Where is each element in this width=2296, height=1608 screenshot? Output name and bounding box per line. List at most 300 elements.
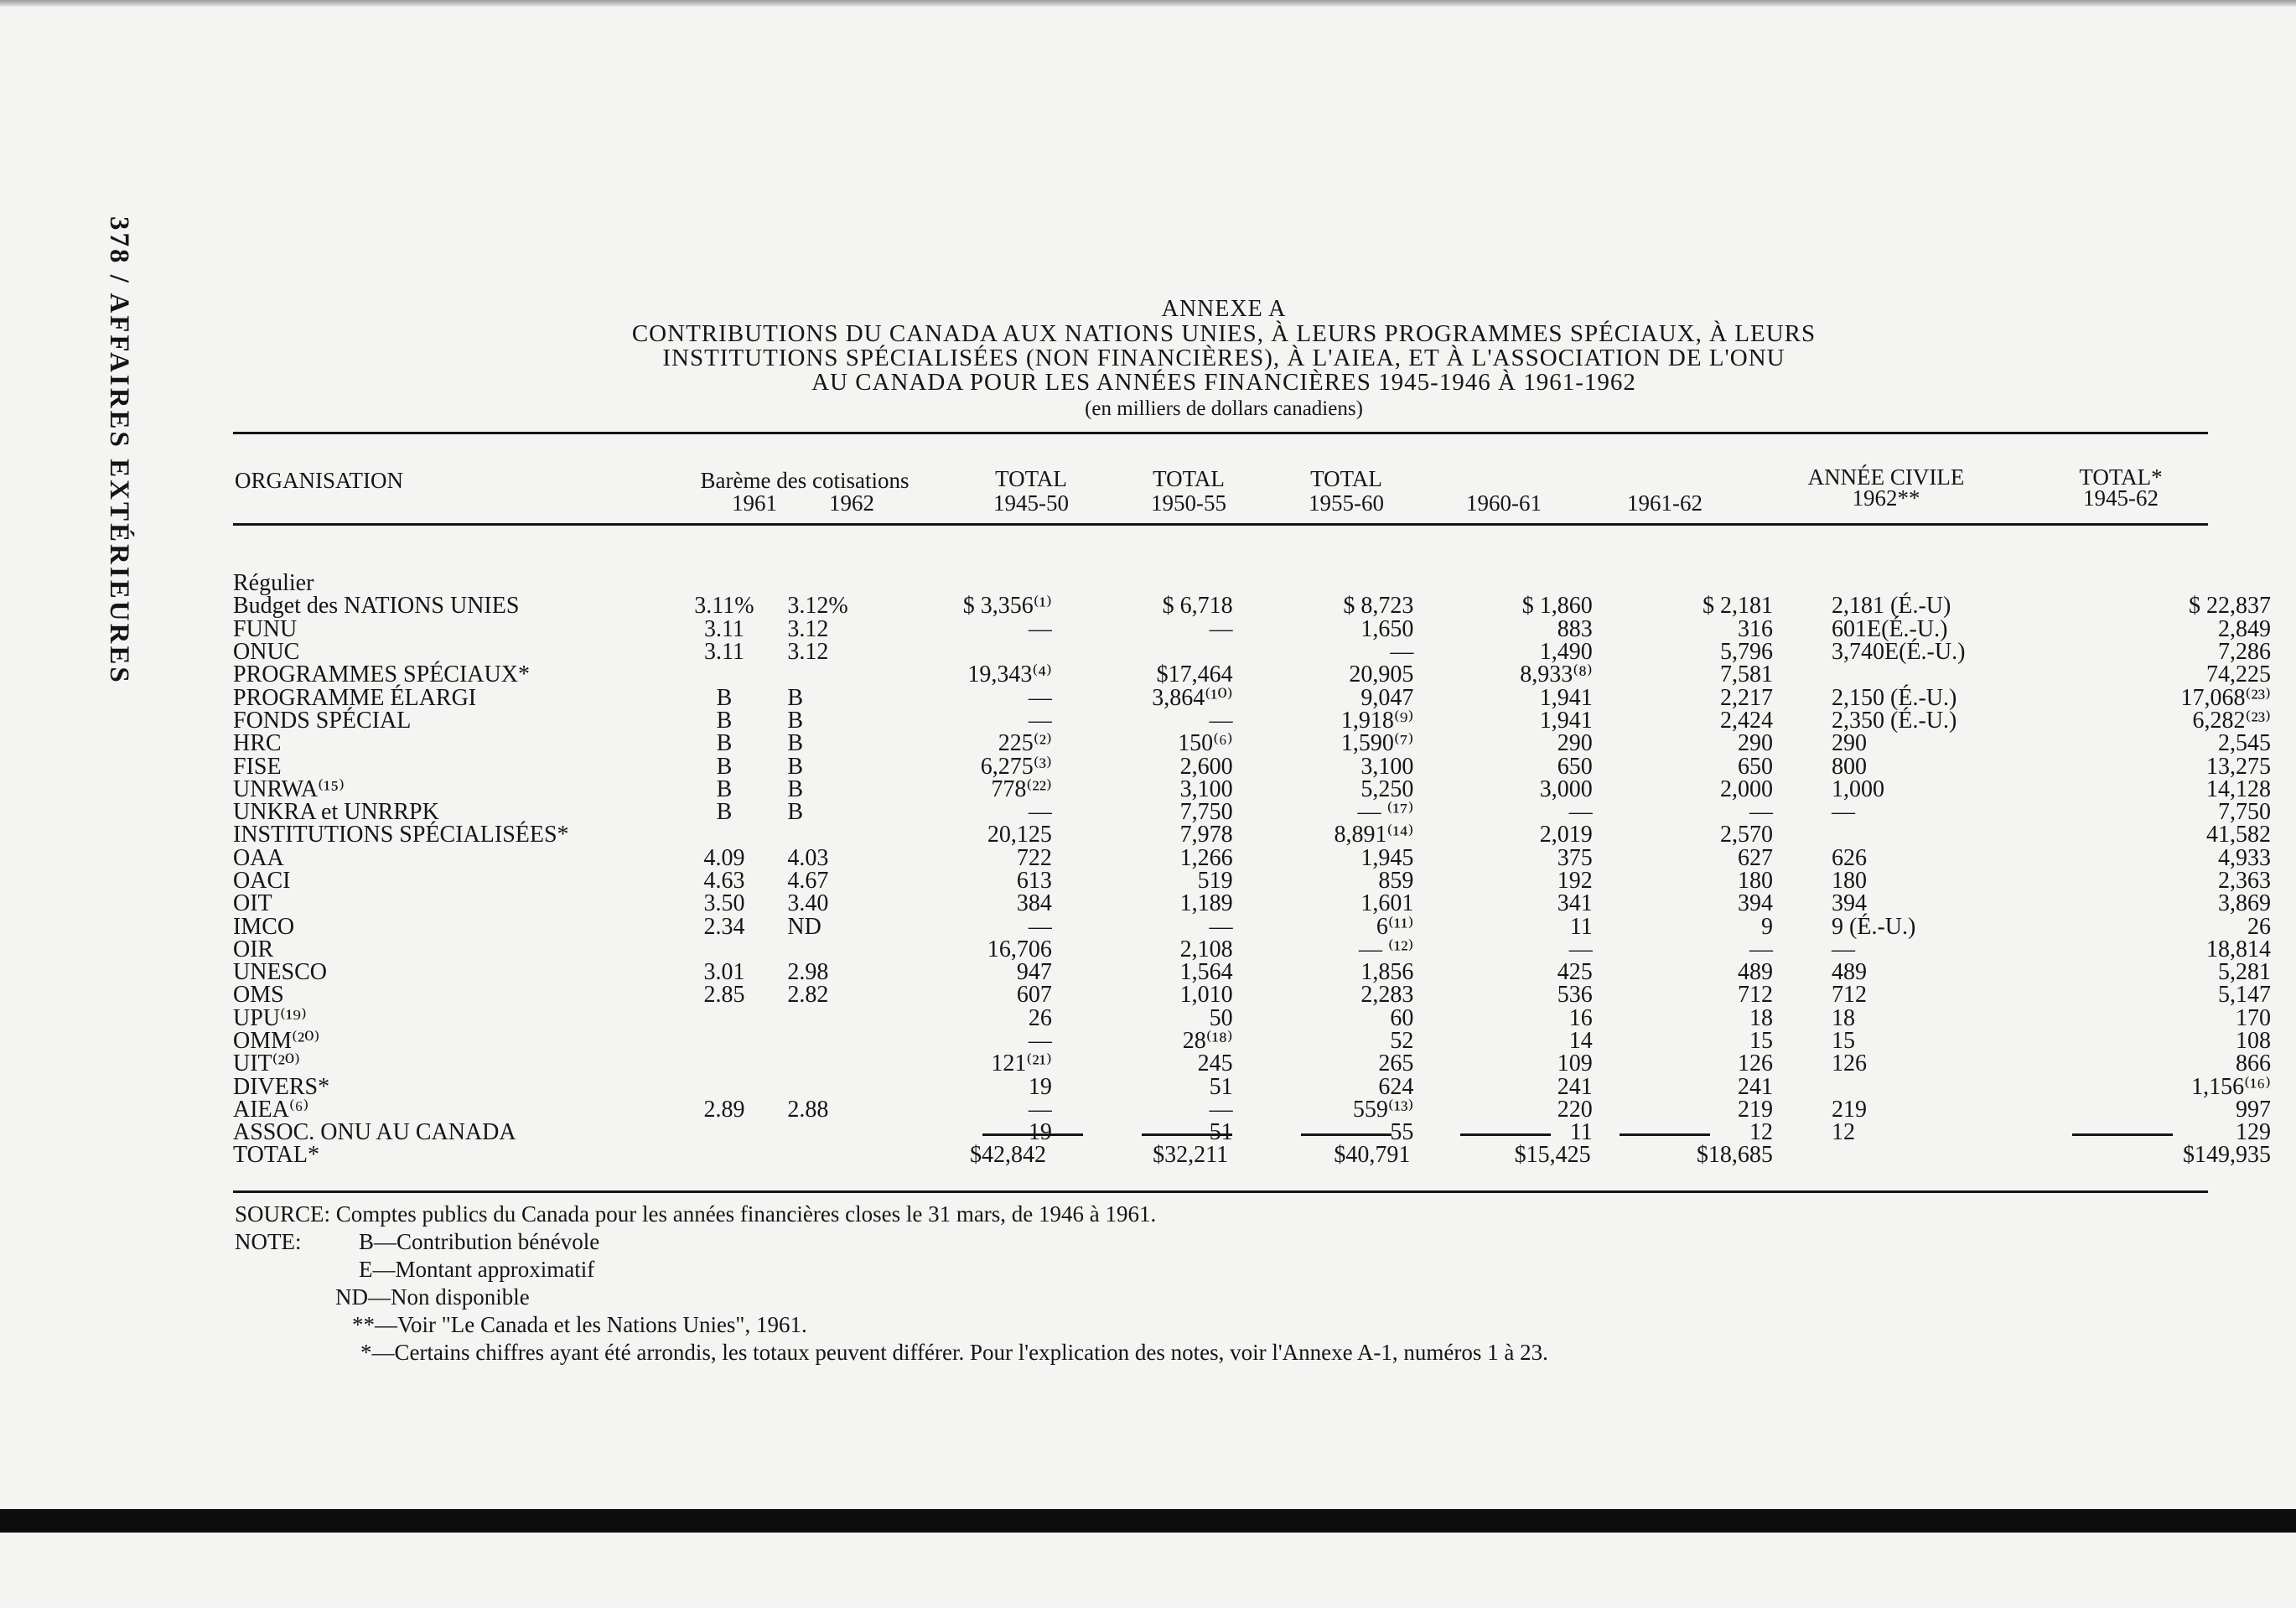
table-bottom-rule xyxy=(233,1190,2208,1193)
val-1945-50: 121⁽²¹⁾ xyxy=(991,1050,1052,1077)
val-total-1945-62: 129 xyxy=(2236,1119,2271,1146)
val-1960-61: 2,019 xyxy=(1539,822,1593,848)
contributions-table xyxy=(233,572,2296,1144)
table-row xyxy=(233,1052,2296,1075)
note-star: *—Certains chiffres ayant été arrondis, les totaux peuvent différer. Pour l'explication des notes, voir l'Annexe A-1, numéros 1 à 23. xyxy=(360,1340,1548,1365)
val-1961-62: 394 xyxy=(1738,890,1774,917)
val-1950-55: 1,189 xyxy=(1179,890,1233,917)
val-1960-61: — xyxy=(1568,799,1593,826)
val-1955-60: 1,650 xyxy=(1360,615,1414,642)
header-bottom-rule xyxy=(233,523,2208,526)
val-1961-62: 316 xyxy=(1738,615,1774,642)
org-name: AIEA⁽⁶⁾ xyxy=(233,1096,309,1123)
header-total-2: TOTAL xyxy=(1153,466,1225,491)
page-top-edge xyxy=(0,0,2296,7)
table-row xyxy=(233,1076,2296,1098)
val-1960-61: 11 xyxy=(1569,913,1593,940)
val-annee-civile-1962: — xyxy=(1832,936,1856,962)
val-1945-50: — xyxy=(1028,1028,1052,1055)
val-total-1945-62: 6,282⁽²³⁾ xyxy=(2192,707,2271,734)
bareme-1962 xyxy=(782,1121,888,1144)
bareme-1962: 3.12% xyxy=(787,593,848,620)
val-1945-50: 947 xyxy=(1016,959,1052,986)
val-1960-61: 220 xyxy=(1557,1096,1593,1123)
val-1950-55: — xyxy=(1209,615,1233,642)
total-1945-62: $149,935 xyxy=(2183,1142,2271,1168)
total-1960-61: $15,425 xyxy=(1514,1142,1591,1168)
header-1960-61: 1960-61 xyxy=(1466,490,1542,516)
val-1955-60: 1,918⁽⁹⁾ xyxy=(1340,707,1414,734)
val-annee-civile-1962: 2,181 (É.-U) xyxy=(1832,593,1951,620)
val-1955-60: 20,905 xyxy=(1349,661,1414,688)
val-1955-60: 3,100 xyxy=(1360,753,1414,780)
bareme-1962: ND xyxy=(787,913,821,940)
note-e: E—Montant approximatif xyxy=(359,1257,595,1282)
bareme-1962: B xyxy=(787,707,804,734)
org-name: OAA xyxy=(233,844,284,871)
bareme-1961: 2.89 xyxy=(703,1096,745,1123)
org-name: UNESCO xyxy=(233,959,328,986)
val-1960-61: 536 xyxy=(1557,982,1593,1009)
sum-rule-1961-62 xyxy=(1620,1133,1710,1136)
table-row xyxy=(233,892,2296,915)
val-1961-62: 290 xyxy=(1738,730,1774,757)
val-1945-50: 19,343⁽⁴⁾ xyxy=(967,661,1052,688)
val-1955-60: 859 xyxy=(1378,868,1414,894)
val-total-1945-62: 4,933 xyxy=(2218,844,2271,871)
val-annee-civile-1962: 12 xyxy=(1832,1119,1856,1146)
header-total-1: TOTAL xyxy=(995,466,1067,491)
val-annee-civile-1962 xyxy=(1798,572,2078,594)
val-1955-60: 52 xyxy=(1390,1028,1414,1055)
org-name: PROGRAMMES SPÉCIAUX* xyxy=(233,661,530,688)
val-total-1945-62: 1,156⁽¹⁶⁾ xyxy=(2191,1073,2271,1100)
header-bareme-1962: 1962 xyxy=(829,490,874,516)
val-1960-61: 341 xyxy=(1557,890,1593,917)
val-total-1945-62: 170 xyxy=(2236,1004,2271,1031)
header-bareme-1961: 1961 xyxy=(732,490,777,516)
val-1950-55: 519 xyxy=(1197,868,1233,894)
header-annee-civile: ANNÉE CIVILE xyxy=(1807,464,1965,490)
val-1961-62: 9 xyxy=(1761,913,1774,940)
table-row xyxy=(233,778,2296,801)
table-row xyxy=(233,983,2296,1006)
val-total-1945-62: 2,363 xyxy=(2218,868,2271,894)
table-row xyxy=(233,686,2296,708)
val-total-1945-62: 7,286 xyxy=(2218,639,2271,666)
val-1961-62: — xyxy=(1749,799,1774,826)
header-bareme: Barème des cotisations xyxy=(700,468,910,493)
val-1945-50: 722 xyxy=(1016,844,1052,871)
val-1960-61: 425 xyxy=(1557,959,1593,986)
val-annee-civile-1962: 219 xyxy=(1832,1096,1868,1123)
val-1950-55: 1,010 xyxy=(1179,982,1233,1009)
val-annee-civile-1962 xyxy=(1798,1076,2078,1098)
total-1950-55: $32,211 xyxy=(1153,1142,1229,1168)
val-1950-55: 150⁽⁶⁾ xyxy=(1178,730,1233,757)
bareme-1961 xyxy=(666,1052,783,1075)
val-1961-62: 241 xyxy=(1738,1073,1774,1100)
val-total-1945-62: $ 22,837 xyxy=(2189,593,2271,620)
bareme-1962: 3.12 xyxy=(787,639,829,666)
val-total-1945-62: 5,281 xyxy=(2218,959,2271,986)
bareme-1962 xyxy=(782,1052,888,1075)
val-1955-60: 6⁽¹¹⁾ xyxy=(1376,913,1414,940)
val-1960-61: 16 xyxy=(1568,1004,1593,1031)
val-1945-50: 225⁽²⁾ xyxy=(998,730,1052,757)
note-label: NOTE: xyxy=(235,1229,302,1254)
val-1945-50: 26 xyxy=(1028,1004,1052,1031)
val-1955-60: 60 xyxy=(1390,1004,1414,1031)
org-name: OMM⁽²⁰⁾ xyxy=(233,1028,320,1055)
val-annee-civile-1962: — xyxy=(1832,799,1856,826)
val-1950-55: 2,600 xyxy=(1179,753,1233,780)
val-1955-60: 1,590⁽⁷⁾ xyxy=(1340,730,1414,757)
bareme-1961: 2.85 xyxy=(703,982,745,1009)
title-line-2: INSTITUTIONS SPÉCIALISÉES (NON FINANCIÈRES), À L'AIEA, ET À L'ASSOCIATION DE L'ONU xyxy=(662,345,1785,371)
table-row xyxy=(233,1007,2296,1030)
total-1955-60: $40,791 xyxy=(1334,1142,1411,1168)
val-1955-60: — ⁽¹⁷⁾ xyxy=(1357,799,1414,826)
val-annee-civile-1962 xyxy=(1798,663,2078,686)
bareme-1961: B xyxy=(716,775,733,802)
val-1961-62: 7,581 xyxy=(1720,661,1774,688)
val-annee-civile-1962: 601E(É.-U.) xyxy=(1832,615,1948,642)
org-name: UNKRA et UNRRPK xyxy=(233,799,439,826)
total-1961-62: $18,685 xyxy=(1696,1142,1773,1168)
bareme-1962 xyxy=(782,663,888,686)
bareme-1962: 4.67 xyxy=(787,868,829,894)
val-1961-62 xyxy=(1618,572,1798,594)
org-name: FONDS SPÉCIAL xyxy=(233,707,412,734)
val-1945-50: — xyxy=(1028,799,1052,826)
header-1961-62: 1961-62 xyxy=(1627,490,1703,516)
val-1961-62: 2,570 xyxy=(1720,822,1774,848)
bareme-1961: B xyxy=(716,707,733,734)
val-1955-60: 1,945 xyxy=(1360,844,1414,871)
val-annee-civile-1962: 800 xyxy=(1832,753,1868,780)
val-annee-civile-1962: 3,740E(É.-U.) xyxy=(1832,639,1966,666)
val-1945-50: 19 xyxy=(1028,1073,1052,1100)
title-block xyxy=(469,297,1978,423)
bareme-1962 xyxy=(782,1007,888,1030)
annex-label: ANNEXE A xyxy=(1161,296,1287,322)
val-annee-civile-1962: 9 (É.-U.) xyxy=(1832,913,1916,940)
header-total-3: TOTAL xyxy=(1310,466,1382,491)
table-row xyxy=(233,823,2296,846)
val-1945-50: — xyxy=(1028,615,1052,642)
bareme-1961 xyxy=(666,663,783,686)
org-name: PROGRAMME ÉLARGI xyxy=(233,684,477,711)
bareme-1962 xyxy=(782,572,888,594)
val-annee-civile-1962 xyxy=(1798,823,2078,846)
total-label: TOTAL* xyxy=(233,1142,320,1168)
bareme-1962 xyxy=(782,1076,888,1098)
val-1945-50: 607 xyxy=(1016,982,1052,1009)
total-1945-50: $42,842 xyxy=(969,1142,1046,1168)
val-1945-50: 778⁽²²⁾ xyxy=(991,775,1052,802)
val-total-1945-62: 13,275 xyxy=(2206,753,2271,780)
org-name: OMS xyxy=(233,982,284,1009)
bareme-1962 xyxy=(782,823,888,846)
val-1960-61: 241 xyxy=(1557,1073,1593,1100)
val-1961-62: 12 xyxy=(1749,1119,1774,1146)
val-1960-61: 3,000 xyxy=(1539,775,1593,802)
org-name: OIR xyxy=(233,936,274,962)
bareme-1961: B xyxy=(716,753,733,780)
bareme-1961: 3.50 xyxy=(703,890,745,917)
val-1961-62: — xyxy=(1749,936,1774,962)
val-total-1945-62: 2,849 xyxy=(2218,615,2271,642)
val-1960-61: 650 xyxy=(1557,753,1593,780)
bareme-1961 xyxy=(666,1121,783,1144)
val-1955-60: 9,047 xyxy=(1360,684,1414,711)
val-1945-50: 613 xyxy=(1016,868,1052,894)
total-row xyxy=(233,1142,2296,1169)
table-row xyxy=(233,1121,2296,1144)
sum-rule-1960-61 xyxy=(1460,1133,1551,1136)
val-1950-55: 7,750 xyxy=(1179,799,1233,826)
table-row xyxy=(233,732,2296,755)
source-note: SOURCE: Comptes publics du Canada pour les années financières closes le 31 mars, de 1946 à 1961. xyxy=(235,1201,1157,1227)
val-1961-62: 712 xyxy=(1738,982,1774,1009)
val-1955-60: 559⁽¹³⁾ xyxy=(1352,1096,1414,1123)
running-head: 378 / AFFAIRES EXTÉRIEURES xyxy=(104,216,134,685)
val-1950-55: 28⁽¹⁸⁾ xyxy=(1182,1028,1233,1055)
table-row xyxy=(233,869,2296,892)
bareme-1961: B xyxy=(716,684,733,711)
sum-rule-1950-55 xyxy=(1142,1133,1232,1136)
val-1961-62: 2,424 xyxy=(1720,707,1774,734)
val-1961-62: 2,217 xyxy=(1720,684,1774,711)
val-1955-60: — xyxy=(1390,639,1414,666)
bareme-1961: 4.63 xyxy=(703,868,745,894)
header-top-rule xyxy=(233,432,2208,434)
val-1961-62: 18 xyxy=(1749,1004,1774,1031)
bareme-1962: 4.03 xyxy=(787,844,829,871)
val-1950-55: — xyxy=(1209,707,1233,734)
bareme-1961 xyxy=(666,1007,783,1030)
val-1950-55: 2,108 xyxy=(1179,936,1233,962)
bareme-1961 xyxy=(666,1030,783,1052)
page-bottom-bar xyxy=(0,1509,2296,1533)
val-total-1945-62: 3,869 xyxy=(2218,890,2271,917)
org-name: INSTITUTIONS SPÉCIALISÉES* xyxy=(233,822,569,848)
bareme-1962: 2.88 xyxy=(787,1096,829,1123)
org-name: UIT⁽²⁰⁾ xyxy=(233,1050,301,1077)
bareme-1962: B xyxy=(787,684,804,711)
val-1945-50: 6,275⁽³⁾ xyxy=(980,753,1052,780)
header-1950-55: 1950-55 xyxy=(1151,490,1226,516)
val-annee-civile-1962: 489 xyxy=(1832,959,1868,986)
val-1961-62: 180 xyxy=(1738,868,1774,894)
org-name: ONUC xyxy=(233,639,300,666)
val-annee-civile-1962: 290 xyxy=(1832,730,1868,757)
val-total-1945-62 xyxy=(2078,572,2296,594)
val-1950-55: — xyxy=(1209,1096,1233,1123)
val-1961-62: 126 xyxy=(1738,1050,1774,1077)
val-1960-61: 1,941 xyxy=(1539,684,1593,711)
org-name: ASSOC. ONU AU CANADA xyxy=(233,1119,516,1146)
bareme-1961: 3.01 xyxy=(703,959,745,986)
bareme-1961: 3.11% xyxy=(694,593,754,620)
val-annee-civile-1962: 15 xyxy=(1832,1028,1856,1055)
val-1960-61: 14 xyxy=(1568,1028,1593,1055)
unit-note: (en milliers de dollars canadiens) xyxy=(1085,397,1363,420)
table-row xyxy=(233,572,2296,594)
val-1945-50: $ 3,356⁽¹⁾ xyxy=(962,593,1052,620)
val-total-1945-62: 997 xyxy=(2236,1096,2271,1123)
val-1961-62: 219 xyxy=(1738,1096,1774,1123)
val-1950-55: — xyxy=(1209,913,1233,940)
bareme-1962: B xyxy=(787,799,804,826)
val-1955-60: 624 xyxy=(1378,1073,1414,1100)
val-1945-50 xyxy=(888,572,1077,594)
table-row xyxy=(233,1098,2296,1121)
table-row xyxy=(233,1030,2296,1052)
sum-rule-1955-60 xyxy=(1301,1133,1392,1136)
val-1945-50: 19 xyxy=(1028,1119,1052,1146)
header-total-star: TOTAL* xyxy=(2079,464,2163,490)
note-double-star: **—Voir "Le Canada et les Nations Unies", 1961. xyxy=(352,1312,807,1337)
bareme-1961: B xyxy=(716,730,733,757)
table-row xyxy=(233,961,2296,983)
bareme-1961: 3.11 xyxy=(703,639,744,666)
val-annee-civile-1962: 2,150 (É.-U.) xyxy=(1832,684,1957,711)
table-row xyxy=(233,938,2296,961)
val-1955-60: $ 8,723 xyxy=(1343,593,1414,620)
val-total-1945-62: 7,750 xyxy=(2218,799,2271,826)
org-name: UNRWA⁽¹⁵⁾ xyxy=(233,775,345,802)
val-1961-62: 2,000 xyxy=(1720,775,1774,802)
bareme-1962 xyxy=(782,1030,888,1052)
table-row xyxy=(233,801,2296,823)
bareme-1962: B xyxy=(787,775,804,802)
val-1950-55: 7,978 xyxy=(1179,822,1233,848)
val-1955-60: 2,283 xyxy=(1360,982,1414,1009)
val-1950-55: 3,864⁽¹⁰⁾ xyxy=(1152,684,1233,711)
table-row xyxy=(233,594,2296,617)
val-total-1945-62: 74,225 xyxy=(2206,661,2271,688)
bareme-1961: 3.11 xyxy=(703,615,744,642)
val-total-1945-62: 26 xyxy=(2247,913,2271,940)
val-annee-civile-1962: 180 xyxy=(1832,868,1868,894)
bareme-1962: B xyxy=(787,730,804,757)
bareme-1961 xyxy=(666,938,783,961)
val-1960-61: 1,941 xyxy=(1539,707,1593,734)
org-name: HRC xyxy=(233,730,282,757)
val-1961-62: 650 xyxy=(1738,753,1774,780)
val-1950-55: 51 xyxy=(1209,1073,1233,1100)
val-1945-50: 20,125 xyxy=(987,822,1052,848)
val-annee-civile-1962: 126 xyxy=(1832,1050,1868,1077)
bareme-1962: 2.82 xyxy=(787,982,829,1009)
val-1955-60: 8,891⁽¹⁴⁾ xyxy=(1334,822,1414,848)
val-1960-61: 109 xyxy=(1557,1050,1593,1077)
val-1961-62: 489 xyxy=(1738,959,1774,986)
org-name: OACI xyxy=(233,868,291,894)
header-1945-50: 1945-50 xyxy=(993,490,1069,516)
val-1950-55: 3,100 xyxy=(1179,775,1233,802)
table-row xyxy=(233,641,2296,663)
val-annee-civile-1962: 18 xyxy=(1832,1004,1856,1031)
table-row xyxy=(233,755,2296,777)
org-name: UPU⁽¹⁹⁾ xyxy=(233,1004,307,1031)
val-1950-55: 51 xyxy=(1209,1119,1233,1146)
header-annee-civile-year: 1962** xyxy=(1852,485,1920,511)
val-1950-55: 1,564 xyxy=(1179,959,1233,986)
val-1950-55: $17,464 xyxy=(1156,661,1233,688)
val-annee-civile-1962: 2,350 (É.-U.) xyxy=(1832,707,1957,734)
table-row xyxy=(233,618,2296,641)
val-annee-civile-1962: 1,000 xyxy=(1832,775,1885,802)
org-name: FISE xyxy=(233,753,282,780)
table-row xyxy=(233,847,2296,869)
val-1950-55 xyxy=(1077,572,1258,594)
bareme-1961: 4.09 xyxy=(703,844,745,871)
header-1945-62: 1945-62 xyxy=(2083,485,2159,511)
sum-rule-1945-62 xyxy=(2072,1133,2173,1136)
val-1950-55 xyxy=(1077,641,1258,663)
header-organisation: ORGANISATION xyxy=(235,468,403,493)
val-1955-60: 1,601 xyxy=(1360,890,1414,917)
bareme-1961 xyxy=(666,823,783,846)
header-1955-60: 1955-60 xyxy=(1309,490,1384,516)
val-1945-50: — xyxy=(1028,707,1052,734)
org-name: FUNU xyxy=(233,615,298,642)
val-1960-61: 375 xyxy=(1557,844,1593,871)
val-1960-61: 192 xyxy=(1557,868,1593,894)
val-1960-61 xyxy=(1438,572,1617,594)
val-1961-62: 627 xyxy=(1738,844,1774,871)
note-nd: ND—Non disponible xyxy=(335,1284,530,1310)
title-line-1: CONTRIBUTIONS DU CANADA AUX NATIONS UNIES, À LEURS PROGRAMMES SPÉCIAUX, À LEURS xyxy=(631,320,1817,347)
val-total-1945-62: 5,147 xyxy=(2218,982,2271,1009)
val-1945-50: 16,706 xyxy=(987,936,1052,962)
val-1955-60: 5,250 xyxy=(1360,775,1414,802)
val-1960-61: 11 xyxy=(1569,1119,1593,1146)
val-total-1945-62: 14,128 xyxy=(2206,775,2271,802)
val-1945-50: — xyxy=(1028,913,1052,940)
table-row xyxy=(233,709,2296,732)
bareme-1962: 2.98 xyxy=(787,959,829,986)
bareme-1962: B xyxy=(787,753,804,780)
val-1945-50: 384 xyxy=(1016,890,1052,917)
val-1950-55: 50 xyxy=(1209,1004,1233,1031)
bareme-1961: 2.34 xyxy=(703,913,745,940)
val-1960-61: 883 xyxy=(1557,615,1593,642)
bareme-1962 xyxy=(782,938,888,961)
val-1945-50: — xyxy=(1028,1096,1052,1123)
val-annee-civile-1962: 712 xyxy=(1832,982,1868,1009)
table-row xyxy=(233,915,2296,937)
org-name: DIVERS* xyxy=(233,1073,330,1100)
org-name: Régulier xyxy=(233,570,314,597)
val-1945-50: — xyxy=(1028,684,1052,711)
val-1955-60 xyxy=(1258,572,1439,594)
val-1961-62: 5,796 xyxy=(1720,639,1774,666)
title-line-3: AU CANADA POUR LES ANNÉES FINANCIÈRES 1945-1946 À 1961-1962 xyxy=(811,369,1636,396)
val-1955-60: 1,856 xyxy=(1360,959,1414,986)
bareme-1961 xyxy=(666,572,783,594)
val-1960-61: — xyxy=(1568,936,1593,962)
val-annee-civile-1962: 626 xyxy=(1832,844,1868,871)
org-name: Budget des NATIONS UNIES xyxy=(233,593,520,620)
val-1955-60: 55 xyxy=(1390,1119,1414,1146)
val-total-1945-62: 18,814 xyxy=(2206,936,2271,962)
val-total-1945-62: 41,582 xyxy=(2206,822,2271,848)
notes-block xyxy=(235,1201,1548,1367)
